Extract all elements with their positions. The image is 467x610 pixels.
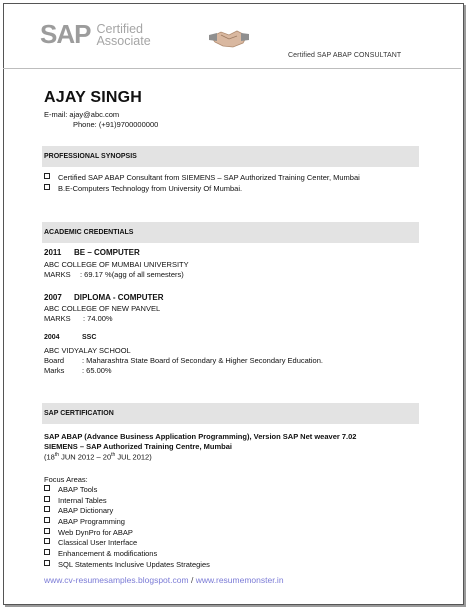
logo-sap-text: SAP [40, 19, 91, 49]
edu-marks-label: MARKS [44, 270, 71, 279]
focus-areas-label: Focus Areas: [44, 475, 88, 484]
candidate-name: AJAY SINGH [44, 89, 143, 106]
list-item [44, 506, 210, 517]
focus-item: ABAP Programming [58, 517, 125, 527]
cert-dates [44, 452, 152, 462]
footer-links [44, 575, 284, 585]
focus-item: Classical User Interface [58, 538, 138, 548]
cert-date-end-sup: th [111, 452, 116, 458]
focus-item: ABAP Dictionary [58, 506, 114, 516]
bullet-icon [44, 560, 50, 566]
list-item [44, 173, 360, 184]
edu-college: ABC VIDYALAY SCHOOL [44, 346, 131, 355]
logo-line1: Certified [96, 22, 144, 36]
cert-date-start: (18 [44, 452, 55, 462]
list-item [44, 549, 210, 560]
cert-institute: SIEMENS – SAP Authorized Training Centre, Mumbai [44, 442, 232, 451]
focus-item: Web DynPro for ABAP [58, 527, 133, 537]
edu-board-label: Board [44, 356, 65, 365]
list-item [44, 560, 210, 571]
list-item [44, 517, 210, 528]
list-item [44, 528, 210, 539]
phone-text: Phone: (+91)9700000000 [73, 120, 159, 129]
edu-year: 2007 [44, 293, 62, 302]
edu-marks-value: : 74.00% [83, 314, 113, 323]
edu-marks-value: : 69.17 %(agg of all semesters) [80, 270, 184, 279]
edu-marks-label: MARKS [44, 314, 71, 323]
edu-marks-value: : 65.00% [82, 366, 112, 375]
footer-separator: / [190, 575, 194, 585]
bullet-icon [44, 173, 50, 179]
edu-degree: BE – COMPUTER [74, 248, 140, 257]
list-item [44, 496, 210, 507]
section-sap-certification: SAP CERTIFICATION [42, 403, 419, 424]
bullet-icon [44, 528, 50, 534]
focus-areas-list [44, 485, 210, 571]
section-professional-synopsis: PROFESSIONAL SYNOPSIS [42, 146, 419, 167]
edu-degree: SSC [82, 334, 97, 341]
bullet-icon [44, 549, 50, 555]
cert-date-mid: JUN 2012 – 20 [59, 452, 112, 462]
cert-date-start-sup: th [54, 452, 60, 458]
synopsis-list [44, 173, 360, 194]
edu-board-value: : Maharashtra State Board of Secondary & Higher Secondary Education. [82, 356, 323, 365]
edu-degree: DIPLOMA - COMPUTER [74, 293, 164, 302]
footer-link-resumemonster[interactable]: www.resumemonster.in [195, 575, 284, 585]
email-text: E-mail: ajay@abc.com [44, 110, 120, 119]
list-item [44, 485, 210, 496]
list-item [44, 184, 360, 195]
list-item [44, 538, 210, 549]
bullet-icon [44, 517, 50, 523]
focus-item: Internal Tables [58, 495, 107, 505]
edu-year: 2011 [44, 248, 62, 257]
handshake-icon [209, 27, 249, 49]
edu-year: 2004 [44, 334, 60, 341]
bullet-icon [44, 496, 50, 502]
header-divider [3, 68, 461, 69]
focus-item: SQL Statements Inclusive Updates Strategies [58, 559, 210, 569]
edu-marks-label: Marks [44, 366, 65, 375]
bullet-icon [44, 184, 50, 190]
synopsis-item: B.E-Computers Technology from University Of Mumbai. [58, 183, 243, 193]
header-title: Certified SAP ABAP CONSULTANT [288, 52, 402, 59]
bullet-icon [44, 485, 50, 491]
bullet-icon [44, 506, 50, 512]
synopsis-item: Certified SAP ABAP Consultant from SIEMENS – SAP Authorized Training Center, Mumbai [58, 173, 360, 182]
section-academic-credentials: ACADEMIC CREDENTIALS [42, 222, 419, 243]
focus-item: Enhancement & modifications [58, 549, 158, 559]
cert-date-end: JUL 2012) [115, 452, 152, 462]
logo-certified-text [96, 23, 150, 47]
edu-college: ABC COLLEGE OF NEW PANVEL [44, 304, 161, 313]
logo-line2: Associate [96, 34, 151, 48]
sap-certified-logo [40, 21, 151, 47]
cert-title: SAP ABAP (Advance Business Application Programming), Version SAP Net weaver 7.02 [44, 432, 357, 441]
focus-item: ABAP Tools [58, 485, 98, 494]
bullet-icon [44, 538, 50, 544]
footer-link-cv-resumesamples[interactable]: www.cv-resumesamples.blogspot.com [44, 575, 189, 585]
edu-college: ABC COLLEGE OF MUMBAI UNIVERSITY [44, 260, 189, 269]
